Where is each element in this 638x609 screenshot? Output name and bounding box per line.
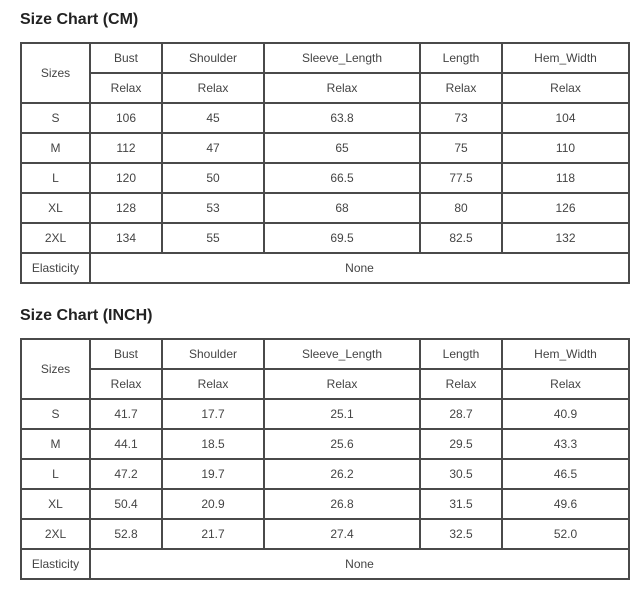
measurement-cell: 50 — [162, 163, 264, 193]
measurement-cell: 66.5 — [264, 163, 420, 193]
measurement-cell: 17.7 — [162, 399, 264, 429]
size-cell: 2XL — [21, 223, 90, 253]
sizes-header: Sizes — [21, 339, 90, 399]
elasticity-row — [21, 549, 629, 579]
measurement-cell: 47.2 — [90, 459, 162, 489]
elasticity-label: Elasticity — [21, 549, 90, 579]
column-header: Shoulder — [162, 43, 264, 73]
fit-subheader: Relax — [420, 369, 502, 399]
measurement-cell: 25.6 — [264, 429, 420, 459]
column-header: Length — [420, 43, 502, 73]
measurement-cell: 20.9 — [162, 489, 264, 519]
fit-subheader: Relax — [264, 369, 420, 399]
measurement-cell: 25.1 — [264, 399, 420, 429]
table-row — [21, 489, 629, 519]
size-cell: M — [21, 133, 90, 163]
column-header: Shoulder — [162, 339, 264, 369]
measurement-cell: 43.3 — [502, 429, 629, 459]
measurement-cell: 73 — [420, 103, 502, 133]
fit-subheader: Relax — [502, 73, 629, 103]
measurement-cell: 21.7 — [162, 519, 264, 549]
measurement-cell: 40.9 — [502, 399, 629, 429]
measurement-cell: 82.5 — [420, 223, 502, 253]
size-cell: 2XL — [21, 519, 90, 549]
measurement-cell: 134 — [90, 223, 162, 253]
column-header: Hem_Width — [502, 43, 629, 73]
size-cell: L — [21, 163, 90, 193]
size-cell: S — [21, 399, 90, 429]
measurement-cell: 68 — [264, 193, 420, 223]
table-row — [21, 429, 629, 459]
measurement-cell: 46.5 — [502, 459, 629, 489]
fit-subheader: Relax — [162, 73, 264, 103]
table-row — [21, 223, 629, 253]
column-header: Bust — [90, 339, 162, 369]
measurement-cell: 75 — [420, 133, 502, 163]
measurement-cell: 132 — [502, 223, 629, 253]
elasticity-label: Elasticity — [21, 253, 90, 283]
cm-chart-title: Size Chart (CM) — [20, 11, 139, 28]
measurement-cell: 32.5 — [420, 519, 502, 549]
size-cell: XL — [21, 193, 90, 223]
measurement-cell: 118 — [502, 163, 629, 193]
measurement-cell: 50.4 — [90, 489, 162, 519]
measurement-cell: 55 — [162, 223, 264, 253]
inch-size-table — [20, 338, 630, 580]
measurement-cell: 19.7 — [162, 459, 264, 489]
measurement-cell: 52.0 — [502, 519, 629, 549]
fit-subheader: Relax — [502, 369, 629, 399]
size-cell: XL — [21, 489, 90, 519]
table-row — [21, 103, 629, 133]
measurement-cell: 41.7 — [90, 399, 162, 429]
measurement-cell: 63.8 — [264, 103, 420, 133]
sizes-header: Sizes — [21, 43, 90, 103]
fit-subheader: Relax — [420, 73, 502, 103]
measurement-cell: 80 — [420, 193, 502, 223]
cm-size-table — [20, 42, 630, 284]
measurement-cell: 69.5 — [264, 223, 420, 253]
elasticity-row — [21, 253, 629, 283]
table-row — [21, 163, 629, 193]
table-row — [21, 459, 629, 489]
fit-subheader: Relax — [90, 73, 162, 103]
measurement-cell: 104 — [502, 103, 629, 133]
measurement-cell: 106 — [90, 103, 162, 133]
measurement-cell: 49.6 — [502, 489, 629, 519]
measurement-cell: 110 — [502, 133, 629, 163]
column-header: Length — [420, 339, 502, 369]
size-cell: L — [21, 459, 90, 489]
measurement-cell: 30.5 — [420, 459, 502, 489]
size-cell: S — [21, 103, 90, 133]
measurement-cell: 128 — [90, 193, 162, 223]
subheader-row — [21, 73, 629, 103]
measurement-cell: 27.4 — [264, 519, 420, 549]
fit-subheader: Relax — [162, 369, 264, 399]
measurement-cell: 18.5 — [162, 429, 264, 459]
header-row — [21, 43, 629, 73]
table-row — [21, 133, 629, 163]
table-row — [21, 399, 629, 429]
subheader-row — [21, 369, 629, 399]
measurement-cell: 26.2 — [264, 459, 420, 489]
table-row — [21, 519, 629, 549]
measurement-cell: 120 — [90, 163, 162, 193]
inch-chart-title: Size Chart (INCH) — [20, 307, 153, 324]
measurement-cell: 28.7 — [420, 399, 502, 429]
measurement-cell: 47 — [162, 133, 264, 163]
measurement-cell: 31.5 — [420, 489, 502, 519]
fit-subheader: Relax — [264, 73, 420, 103]
measurement-cell: 112 — [90, 133, 162, 163]
measurement-cell: 29.5 — [420, 429, 502, 459]
column-header: Sleeve_Length — [264, 43, 420, 73]
measurement-cell: 126 — [502, 193, 629, 223]
measurement-cell: 26.8 — [264, 489, 420, 519]
measurement-cell: 45 — [162, 103, 264, 133]
column-header: Bust — [90, 43, 162, 73]
elasticity-value: None — [90, 549, 629, 579]
measurement-cell: 44.1 — [90, 429, 162, 459]
elasticity-value: None — [90, 253, 629, 283]
measurement-cell: 53 — [162, 193, 264, 223]
fit-subheader: Relax — [90, 369, 162, 399]
table-row — [21, 193, 629, 223]
header-row — [21, 339, 629, 369]
size-cell: M — [21, 429, 90, 459]
measurement-cell: 77.5 — [420, 163, 502, 193]
measurement-cell: 52.8 — [90, 519, 162, 549]
column-header: Hem_Width — [502, 339, 629, 369]
column-header: Sleeve_Length — [264, 339, 420, 369]
measurement-cell: 65 — [264, 133, 420, 163]
